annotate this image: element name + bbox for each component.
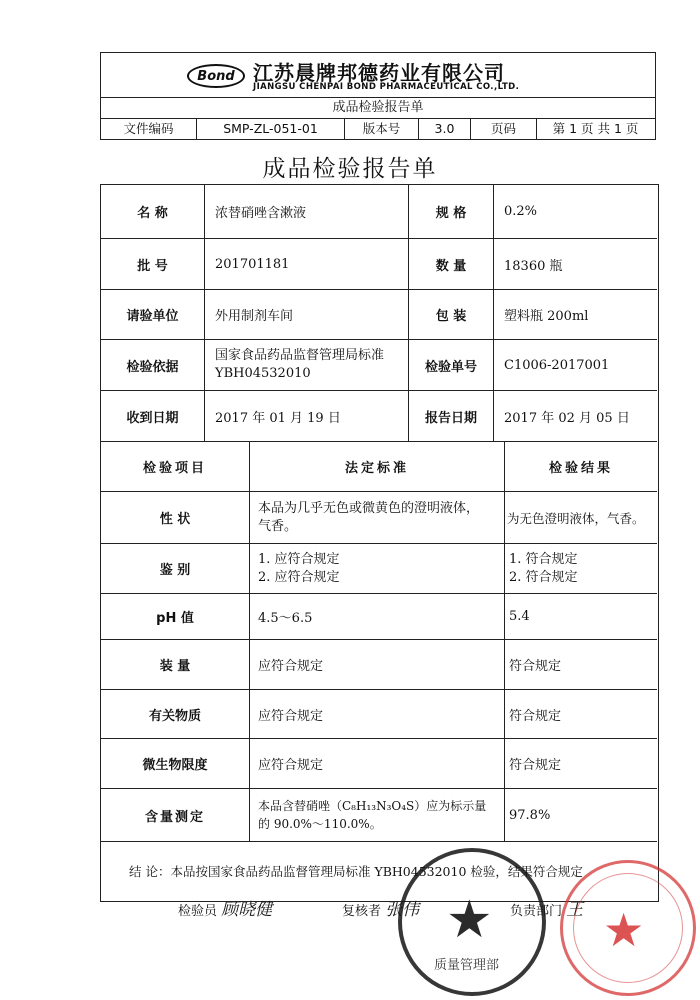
test-standard-line: 1. 应符合规定: [258, 551, 340, 567]
company-name-en: JIANGSU CHENPAI BOND PHARMACEUTICAL CO.,LTD.: [253, 82, 520, 92]
recv-date-value: 2017 年 01 月 19 日: [215, 410, 341, 426]
test-result: 符合规定: [509, 758, 562, 773]
test-item: 装 量: [159, 659, 191, 674]
pack-label: 包 装: [435, 309, 467, 324]
test-item: 微生物限度: [142, 758, 208, 773]
test-result: 为无色澄明液体，气香。: [507, 510, 645, 526]
test-item: 有关物质: [148, 708, 201, 724]
pack-value: 塑料瓶 200ml: [504, 309, 589, 324]
name-label: 名 称: [137, 206, 168, 221]
product-name: 浓替硝唑含漱液: [215, 206, 307, 221]
report-date-value: 2017 年 02 月 05 日: [504, 410, 630, 426]
test-item: 性 状: [159, 512, 191, 527]
dept-head-label: 负责部门: [510, 904, 563, 919]
dept-label: 请验单位: [126, 309, 179, 324]
test-standard: [250, 492, 504, 543]
test-result: 97.8%: [509, 807, 551, 823]
test-result-line: 1. 符合规定: [509, 551, 578, 567]
star-icon: ★: [446, 890, 493, 950]
test-standard-line: 的 90.0%～110.0%。: [258, 817, 382, 831]
spec-label: 规 格: [435, 206, 467, 221]
test-item: 含量测定: [144, 809, 205, 825]
test-result: 5.4: [509, 609, 530, 624]
report-table: [100, 184, 659, 902]
inspector-label: 检验员: [178, 904, 218, 919]
tests-header-standard: 法定标准: [344, 461, 409, 476]
doc-code: SMP-ZL-051-01: [197, 119, 345, 139]
qty-value: 18360 瓶: [504, 258, 563, 274]
company-logo: Bond: [187, 64, 245, 88]
qa-stamp-text: 质量管理部: [434, 958, 500, 973]
test-item: 鉴 别: [159, 563, 191, 578]
test-result-line: 2. 符合规定: [509, 569, 578, 585]
tests-header-result: 检验结果: [548, 461, 613, 476]
form-title: 成品检验报告单: [101, 98, 655, 119]
batch-label: 批 号: [137, 258, 168, 274]
version-label: 版本号: [345, 119, 419, 139]
qa-department-stamp: [398, 848, 546, 996]
basis-label: 检验依据: [126, 359, 179, 375]
inspector-signature: 顾晓健: [221, 900, 273, 920]
page-label: 页码: [471, 119, 537, 139]
basis-value: [205, 340, 408, 390]
test-result: [505, 544, 657, 593]
test-standard-line: 本品含替硝唑（C₈H₁₃N₃O₄S）应为标示量: [258, 799, 487, 813]
test-standard: [250, 789, 504, 841]
test-item: pH 值: [156, 611, 194, 626]
basis-line-1: 国家食品药品监督管理局标准: [215, 348, 385, 363]
test-standard: [250, 544, 504, 593]
test-standard-line: 气香。: [258, 518, 298, 534]
page-value: 第 1 页 共 1 页: [552, 121, 639, 136]
test-result: 符合规定: [509, 708, 562, 724]
report-no-value: C1006-2017001: [504, 357, 610, 373]
basis-line-2: YBH04532010: [215, 366, 311, 381]
doc-code-label: 文件编码: [101, 119, 197, 139]
report-date-label: 报告日期: [424, 410, 477, 426]
conclusion: 结 论：本品按国家食品药品监督管理局标准 YBH04532010 检验，结果符合规定: [129, 864, 583, 879]
qty-label: 数 量: [435, 258, 467, 274]
test-result: 符合规定: [509, 659, 562, 674]
document-header: [100, 52, 656, 140]
test-standard: 应符合规定: [258, 708, 324, 724]
report-no-label: 检验单号: [424, 359, 477, 375]
batch-value: 201701181: [215, 256, 290, 272]
test-standard: 4.5～6.5: [258, 611, 313, 626]
dept-value: 外用制剂车间: [215, 309, 294, 324]
inspector-signoff: [178, 895, 272, 920]
reviewer-signature: 张伟: [385, 900, 420, 920]
test-standard: 应符合规定: [258, 659, 324, 674]
spec-value: 0.2%: [504, 204, 538, 219]
report-title: 成品检验报告单: [262, 156, 438, 182]
test-standard: 应符合规定: [258, 758, 324, 773]
doc-meta-row: [101, 119, 655, 139]
test-standard-line: 2. 应符合规定: [258, 569, 340, 585]
reviewer-label: 复核者: [342, 904, 382, 919]
star-icon: ★: [603, 903, 645, 957]
version-value: 3.0: [419, 119, 471, 139]
company-name-cn: 江苏晨牌邦德药业有限公司: [253, 61, 505, 85]
tests-header-item: 检验项目: [142, 461, 207, 476]
company-banner: [101, 53, 655, 98]
red-seal-stamp: [560, 860, 696, 996]
recv-date-label: 收到日期: [126, 410, 179, 426]
test-standard-line: 本品为几乎无色或微黄色的澄明液体，: [258, 500, 480, 516]
dept-head-signature: 王: [566, 900, 584, 920]
